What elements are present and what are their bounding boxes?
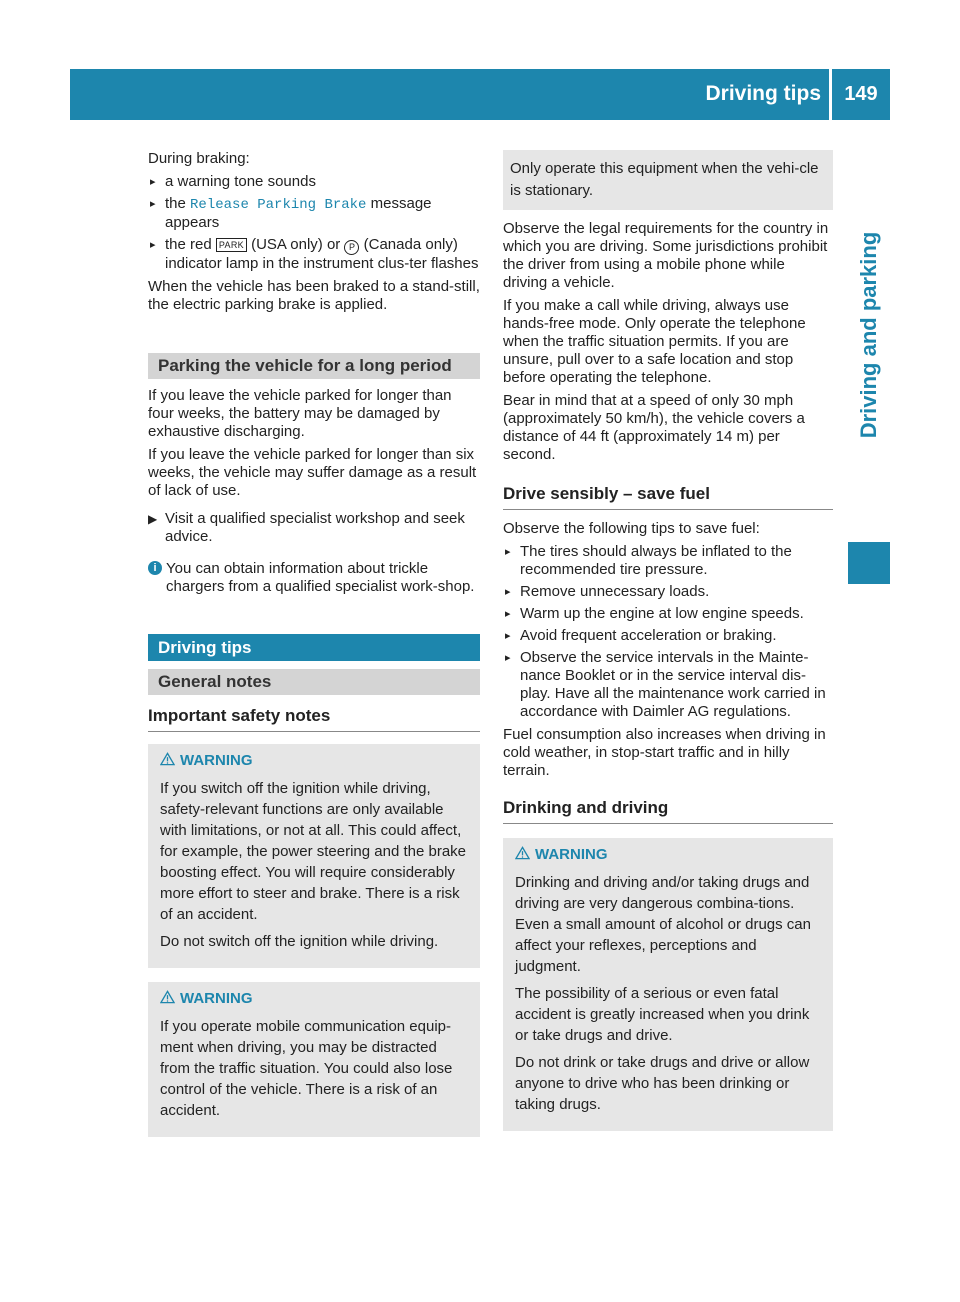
page-number: 149 (844, 83, 878, 105)
list-item (148, 173, 480, 191)
action-step-text: Visit a qualified specialist workshop and seek advice. (165, 510, 465, 545)
fuel-cold-paragraph: Fuel consumption also increases when driving in cold weather, in stop-start traffic and in hilly terrain. (503, 726, 826, 779)
legal-paragraph: Observe the legal requirements for the country in which you are driving. Some jurisdictions prohibit the driver from using a mobile phone while driving a vehicle. (503, 220, 829, 291)
parking-paragraph-2: If you leave the vehicle parked for longer than six weeks, the vehicle may suffer damage as a result of lack of use. (148, 446, 477, 499)
warning-text: Do not drink or take drugs and drive or allow anyone to drive who has been drinking or taking drugs. (515, 1054, 810, 1113)
action-arrow-icon: ▶ (148, 512, 158, 526)
chapter-tab[interactable] (848, 135, 890, 535)
page-header (70, 69, 890, 120)
list-item-text: a warning tone sounds (165, 173, 316, 190)
section-heading-parking: Parking the vehicle for a long period (148, 353, 480, 379)
fuel-tips-list (503, 543, 833, 721)
parking-paragraph-1: If you leave the vehicle parked for longer than four weeks, the battery may be damaged by exhaustive discharging. (148, 387, 452, 440)
fuel-intro: Observe the following tips to save fuel: (503, 520, 760, 537)
warning-label: WARNING (535, 846, 608, 863)
warning-heading (515, 844, 821, 866)
section-heading-save-fuel: Drive sensibly – save fuel (503, 483, 833, 510)
warning-triangle-icon (160, 752, 175, 766)
warning-text: Do not switch off the ignition while driving. (160, 933, 439, 950)
parking-brake-indicator-icon: P (344, 240, 359, 255)
left-column (148, 150, 480, 1137)
call-paragraph: If you make a call while driving, always use hands-free mode. Only operate the telephone when the traffic situation permits. If you are unsure, pull over to a safe location and stop before operating the telephone. (503, 297, 806, 386)
section-heading-drinking: Drinking and driving (503, 797, 833, 824)
park-indicator-icon: PARK (216, 238, 247, 252)
list-item-text: (Canada only) indicator lamp in the instrument clus-ter flashes (165, 236, 479, 272)
warning-heading (160, 750, 468, 772)
list-item: ▸ Avoid frequent acceleration or braking. (503, 627, 833, 645)
equipment-note-text: Only operate this equipment when the vehi-cle is stationary. (510, 160, 819, 199)
chapter-marker (848, 542, 890, 584)
speed-paragraph: Bear in mind that at a speed of only 30 mph (approximately 50 km/h), the vehicle covers a distance of 44 ft (approximately 14 m) per second. (503, 392, 805, 463)
braking-list (148, 173, 480, 273)
warning-label: WARNING (180, 752, 253, 769)
list-item (148, 195, 480, 232)
list-item: ▸ The tires should always be inflated to the recommended tire pressure. (503, 543, 833, 579)
warning-box-mobile (148, 982, 480, 1137)
warning-text: Drinking and driving and/or taking drugs and driving are very dangerous combina-tions. Even a small amount of alcohol or drugs can affect your reflexes, perceptions and judgment. (515, 874, 811, 975)
section-heading-safety-notes: Important safety notes (148, 705, 480, 732)
section-heading-driving-tips: Driving tips (148, 634, 480, 661)
action-step (148, 510, 480, 546)
list-item: ▸ Warm up the engine at low engine speeds. (503, 605, 833, 623)
equipment-note-box (503, 150, 833, 210)
warning-box-ignition (148, 744, 480, 968)
display-message: Release Parking Brake (190, 197, 367, 213)
warning-text: If you switch off the ignition while driving, safety-relevant functions are only available with limitations, or not at all. This could affect, for example, the power steering and the brake boosting effect. You will require considerably more effort to steer and brake. There is a risk of an accident. (160, 780, 467, 923)
warning-triangle-icon (160, 990, 175, 1004)
warning-label: WARNING (180, 990, 253, 1007)
warning-box-drinking (503, 838, 833, 1131)
warning-triangle-icon (515, 846, 530, 860)
list-item-text: the red (165, 236, 212, 253)
info-note-text: You can obtain information about trickle chargers from a qualified specialist work-shop. (166, 560, 475, 595)
list-item-text: the (165, 195, 186, 212)
header-title: Driving tips (705, 82, 821, 105)
list-item-text: message appears (165, 195, 432, 231)
list-item: ▸ Remove unnecessary loads. (503, 583, 833, 601)
right-column (503, 150, 833, 1131)
list-item-text: (USA only) or (251, 236, 341, 253)
warning-text: The possibility of a serious or even fatal accident is greatly increased when you drink or take drugs and drive. (515, 985, 810, 1044)
section-heading-general-notes: General notes (148, 669, 480, 695)
warning-heading (160, 988, 468, 1010)
list-item: ▸ Observe the service intervals in the Mainte-nance Booklet or in the service interval dis-play. Have all the maintenance work carried in accordance with Daimler AG regulations. (503, 649, 833, 721)
standstill-text: When the vehicle has been braked to a stand-still, the electric parking brake is applied. (148, 278, 480, 313)
info-note (148, 560, 480, 596)
list-item (148, 236, 480, 273)
chapter-tab-label: Driving and parking (856, 231, 881, 439)
warning-text: If you operate mobile communication equip-ment when driving, you may be distracted from the traffic situation. You could also lose control of the vehicle. There is a risk of an accident. (160, 1018, 453, 1119)
info-icon: i (148, 561, 162, 575)
during-braking-text: During braking: (148, 150, 250, 167)
